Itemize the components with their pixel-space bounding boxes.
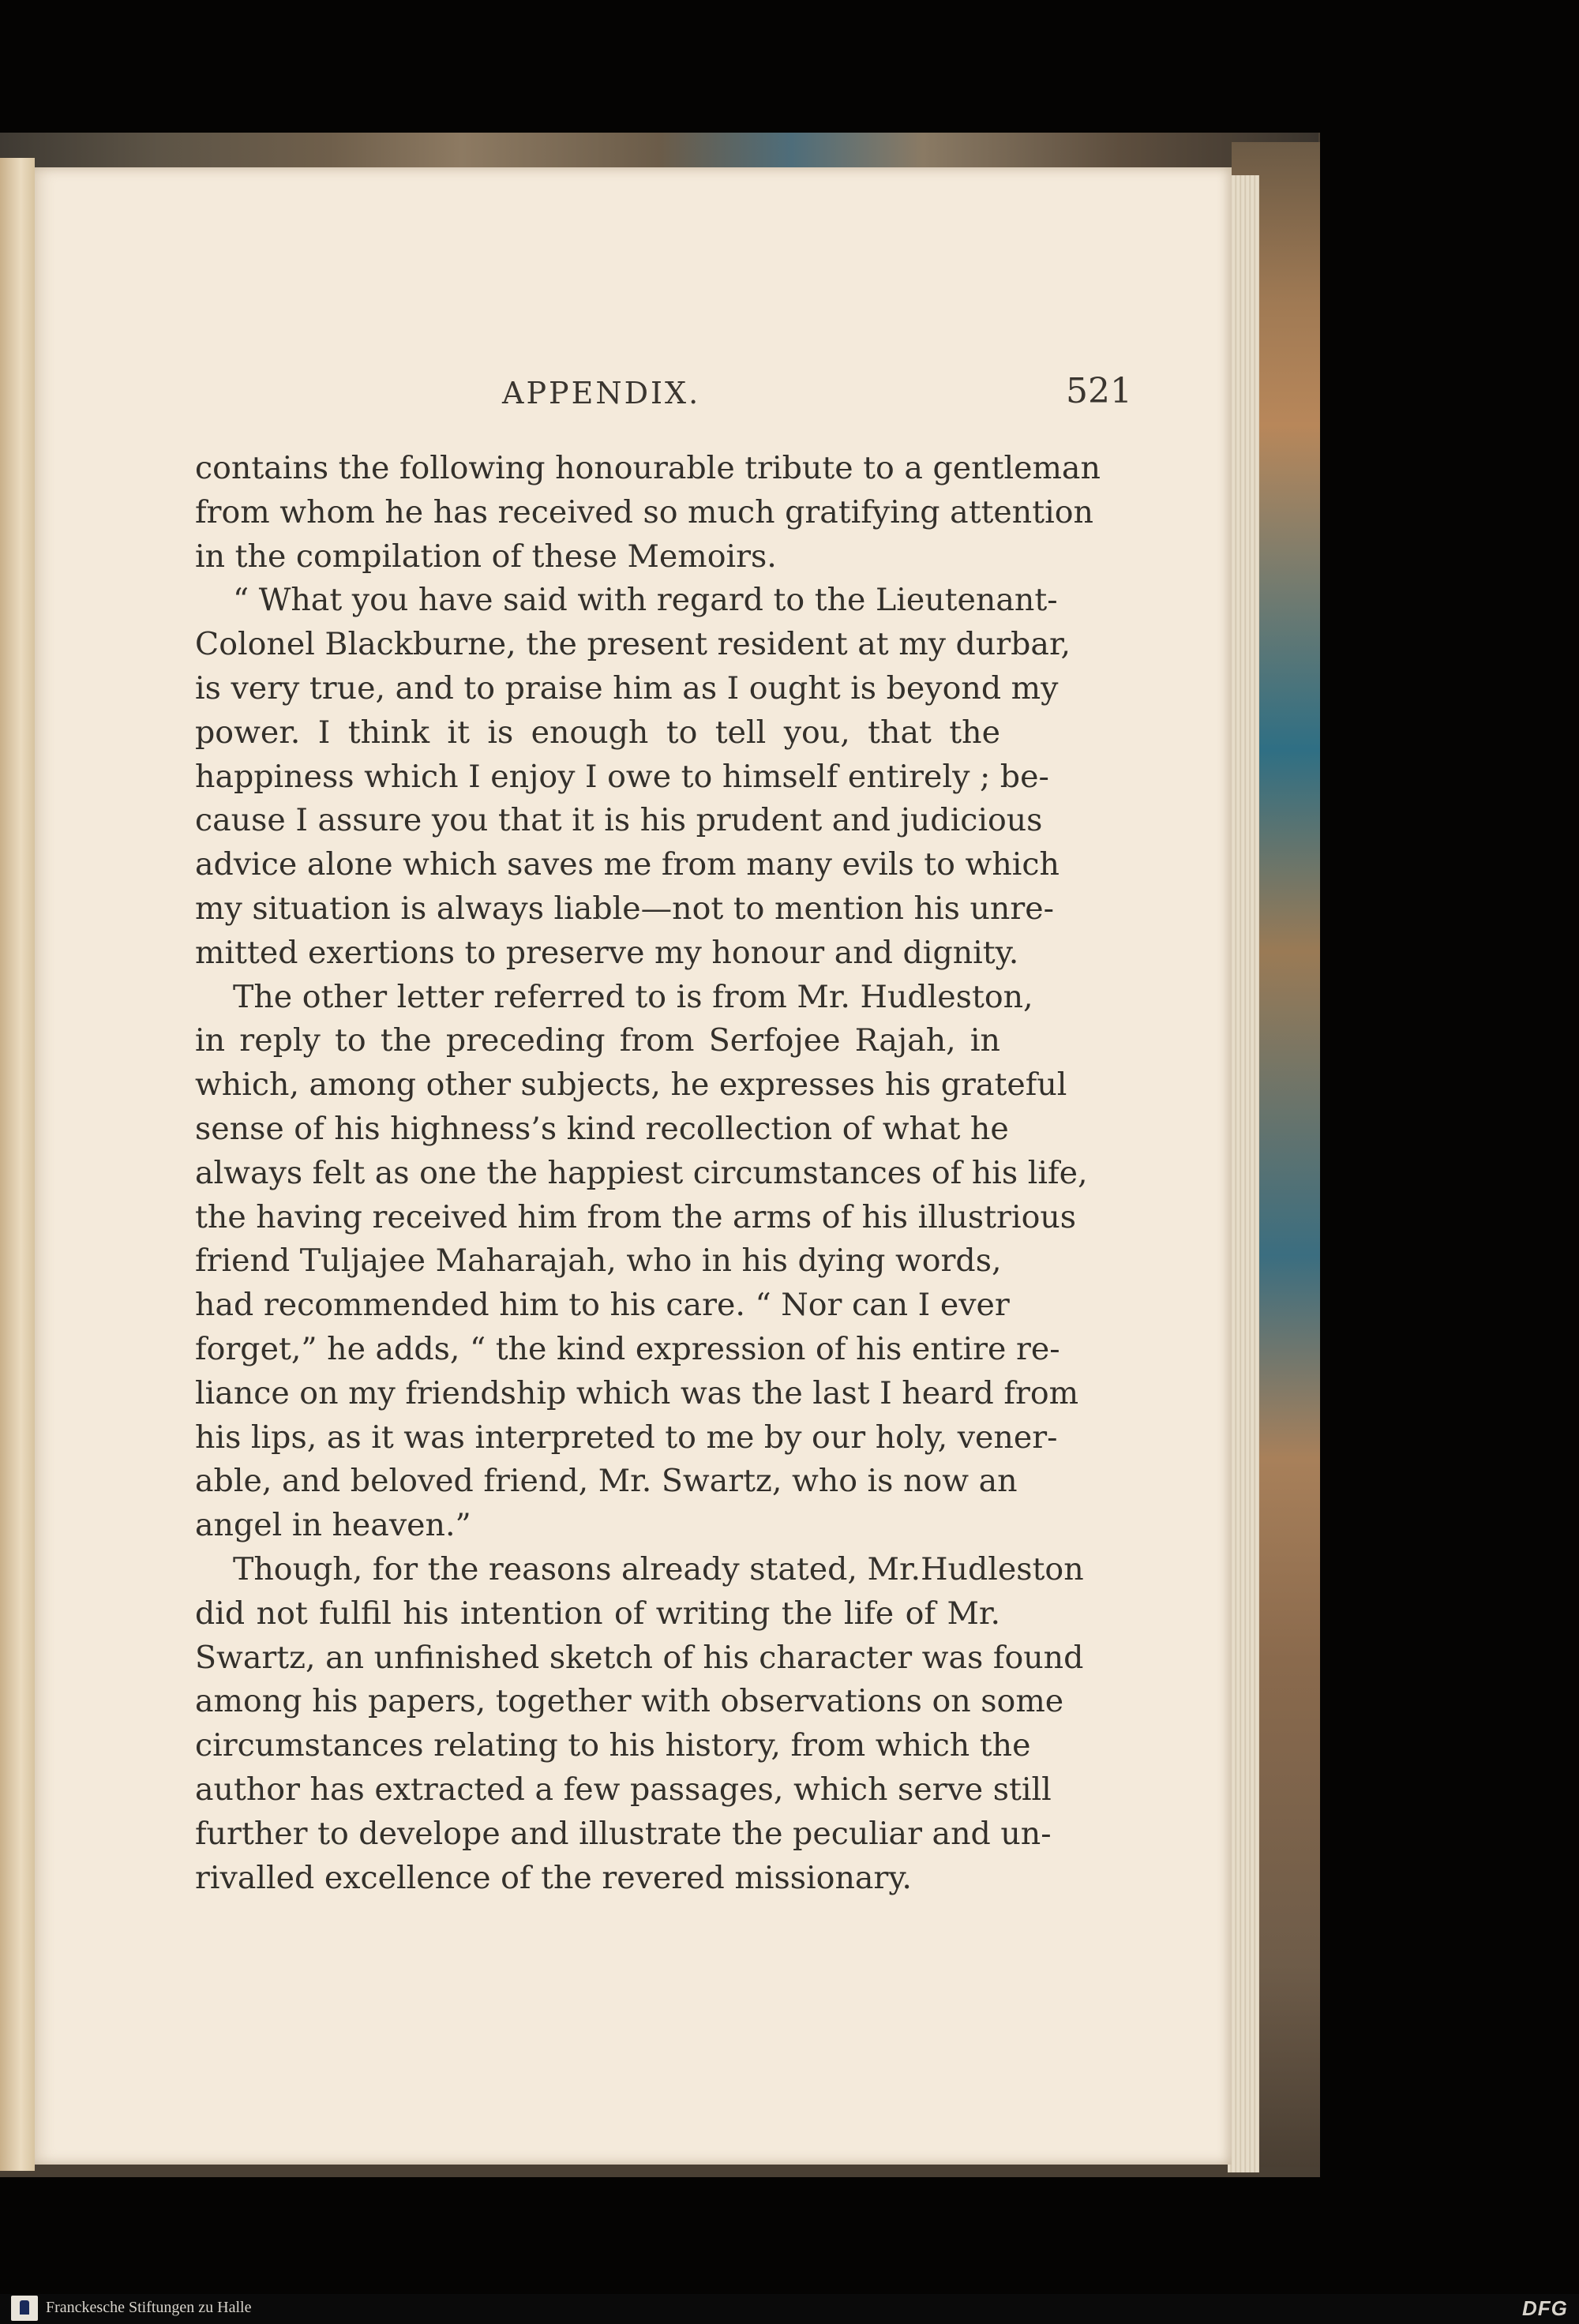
text-line: did not fulfil his intention of writing the life of Mr. bbox=[195, 1595, 1000, 1632]
text-line: is very true, and to praise him as I ought is beyond my bbox=[195, 669, 1059, 707]
text-line: mitted exertions to preserve my honour and dignity. bbox=[195, 934, 1019, 971]
body-text bbox=[195, 447, 1101, 1900]
text-line: friend Tuljajee Maharajah, who in his dying words, bbox=[195, 1243, 1002, 1280]
text-line: further to develope and illustrate the peculiar and un- bbox=[195, 1815, 1052, 1852]
text-line: in reply to the preceding from Serfojee Rajah, in bbox=[195, 1022, 1000, 1059]
text-line: “ What you have said with regard to the Lieutenant- bbox=[233, 582, 1058, 619]
text-line: forget,” he adds, “ the kind expression of his entire re- bbox=[195, 1330, 1060, 1367]
text-line: cause I assure you that it is his prudent and judicious bbox=[195, 802, 1043, 839]
institution-logo-icon bbox=[11, 2296, 38, 2321]
institution-label: Franckesche Stiftungen zu Halle bbox=[46, 2299, 252, 2316]
text-line: from whom he has received so much gratifying attention bbox=[195, 493, 1093, 530]
text-line: in the compilation of these Memoirs. bbox=[195, 538, 777, 575]
dfg-logo: DFG bbox=[1522, 2296, 1568, 2320]
text-line: author has extracted a few passages, which serve still bbox=[195, 1771, 1052, 1808]
text-line: Swartz, an unfinished sketch of his character was found bbox=[195, 1639, 1084, 1676]
marbled-board-top bbox=[0, 133, 1318, 167]
text-line: liance on my friendship which was the last I heard from bbox=[195, 1374, 1079, 1411]
text-line: always felt as one the happiest circumstances of his life, bbox=[195, 1154, 1088, 1191]
text-line: his lips, as it was interpreted to me by our holy, vener- bbox=[195, 1419, 1058, 1456]
text-line: angel in heaven.” bbox=[195, 1507, 471, 1544]
text-line: among his papers, together with observations on some bbox=[195, 1683, 1064, 1720]
text-line: Though, for the reasons already stated, Mr.Hudleston bbox=[233, 1550, 1084, 1587]
page-block-edges bbox=[1228, 175, 1259, 2172]
facing-page-edge bbox=[0, 158, 35, 2171]
text-line: Colonel Blackburne, the present resident at my durbar, bbox=[195, 626, 1071, 663]
running-head: APPENDIX. bbox=[502, 376, 701, 410]
text-line: power. I think it is enough to tell you, that the bbox=[195, 714, 1000, 751]
text-line: sense of his highness’s kind recollection of what he bbox=[195, 1110, 1009, 1147]
text-line: my situation is always liable—not to mention his unre- bbox=[195, 890, 1054, 927]
text-line: able, and beloved friend, Mr. Swartz, who is now an bbox=[195, 1463, 1018, 1500]
text-line: had recommended him to his care. “ Nor can I ever bbox=[195, 1287, 1010, 1324]
text-line: the having received him from the arms of his illustrious bbox=[195, 1198, 1077, 1235]
text-line: circumstances relating to his history, from which the bbox=[195, 1727, 1031, 1764]
page-number: 521 bbox=[1066, 371, 1132, 411]
text-line: rivalled excellence of the revered missionary. bbox=[195, 1859, 912, 1896]
text-line: which, among other subjects, he expresses his grateful bbox=[195, 1066, 1067, 1104]
text-line: advice alone which saves me from many evils to which bbox=[195, 846, 1060, 883]
text-line: contains the following honourable tribute to a gentleman bbox=[195, 450, 1101, 486]
text-line: happiness which I enjoy I owe to himself entirely ; be- bbox=[195, 758, 1049, 795]
text-line: The other letter referred to is from Mr. Hudleston, bbox=[233, 978, 1033, 1015]
